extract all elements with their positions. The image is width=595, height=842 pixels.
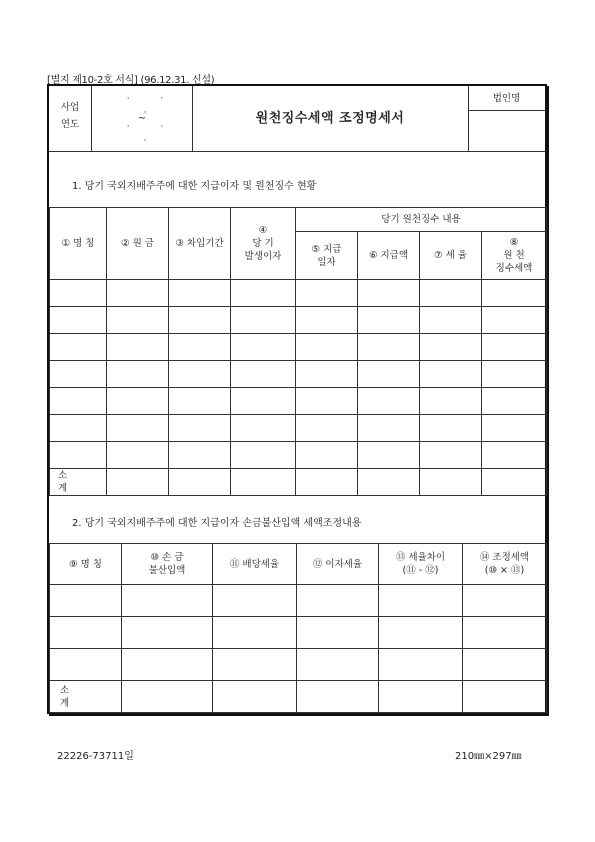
business-year-label-1: 사업 <box>60 102 80 113</box>
table-row <box>50 361 547 388</box>
table-row <box>50 585 547 617</box>
col-payamount-header: ⑥ 지급액 <box>358 232 420 280</box>
col-taxrate-header: ⑦ 세 율 <box>420 232 482 280</box>
tax-adjustment-table <box>49 543 547 713</box>
section2-heading: 2. 당기 국외지배주주에 대한 지급이자 손금불산입액 세액조정내용 <box>72 518 362 529</box>
table-row <box>50 442 547 469</box>
business-year-label-2: 연도 <box>60 119 80 130</box>
col-dividend-rate-header: ⑪ 배당세율 <box>213 544 297 585</box>
col-period-header: ③ 차입기간 <box>169 208 231 280</box>
table-row <box>50 280 547 307</box>
table-row <box>50 415 547 442</box>
period-end-dots: · · · <box>126 122 178 146</box>
period-start-dots: · · · <box>126 94 178 118</box>
subtotal-row <box>50 681 547 713</box>
col-name-header-2: ⑨ 명 칭 <box>50 544 122 585</box>
subtotal-label-2: 소 계 <box>50 681 122 713</box>
corp-name-label: 법인명 <box>492 93 521 104</box>
table-row <box>50 334 547 361</box>
col-adjusted-tax-header: ⑭ 조정세액 (⑩ × ⑬) <box>463 544 547 585</box>
col-nondeduct-header: ⑩ 손 금 불산입액 <box>122 544 213 585</box>
table-row <box>50 649 547 681</box>
period-tilde: ~ <box>138 113 146 124</box>
col-name-header: ① 명 칭 <box>50 208 107 280</box>
col-principal-header: ② 원 금 <box>107 208 169 280</box>
col-rate-diff-header: ⑬ 세율차이 (⑪ - ⑫) <box>379 544 463 585</box>
paper-size: 210㎜×297㎜ <box>455 751 522 762</box>
form-reference: [별지 제10-2호 서식] (96.12.31. 신설) <box>47 75 215 86</box>
table-row <box>50 307 547 334</box>
table-row <box>50 617 547 649</box>
form-code: 22226-73711일 <box>57 751 134 762</box>
section1-heading: 1. 당기 국외지배주주에 대한 지급이자 및 원천징수 현황 <box>72 181 317 192</box>
subtotal-label: 소 계 <box>50 469 107 496</box>
col-withholding-header: ⑧ 원 천 징수세액 <box>482 232 547 280</box>
subtotal-row <box>50 469 547 496</box>
col-paydate-header: ⑤ 지급 일자 <box>296 232 358 280</box>
col-interest-rate-header: ⑫ 이자세율 <box>297 544 379 585</box>
group-header-withholding: 당기 원천징수 내용 <box>296 208 547 232</box>
corp-name-field[interactable] <box>468 111 545 151</box>
withholding-status-table <box>49 207 547 496</box>
form-title: 원천징수세액 조정명세서 <box>255 110 405 126</box>
col-interest-header: ④ 당 기 발생이자 <box>231 208 296 280</box>
table-row <box>50 388 547 415</box>
